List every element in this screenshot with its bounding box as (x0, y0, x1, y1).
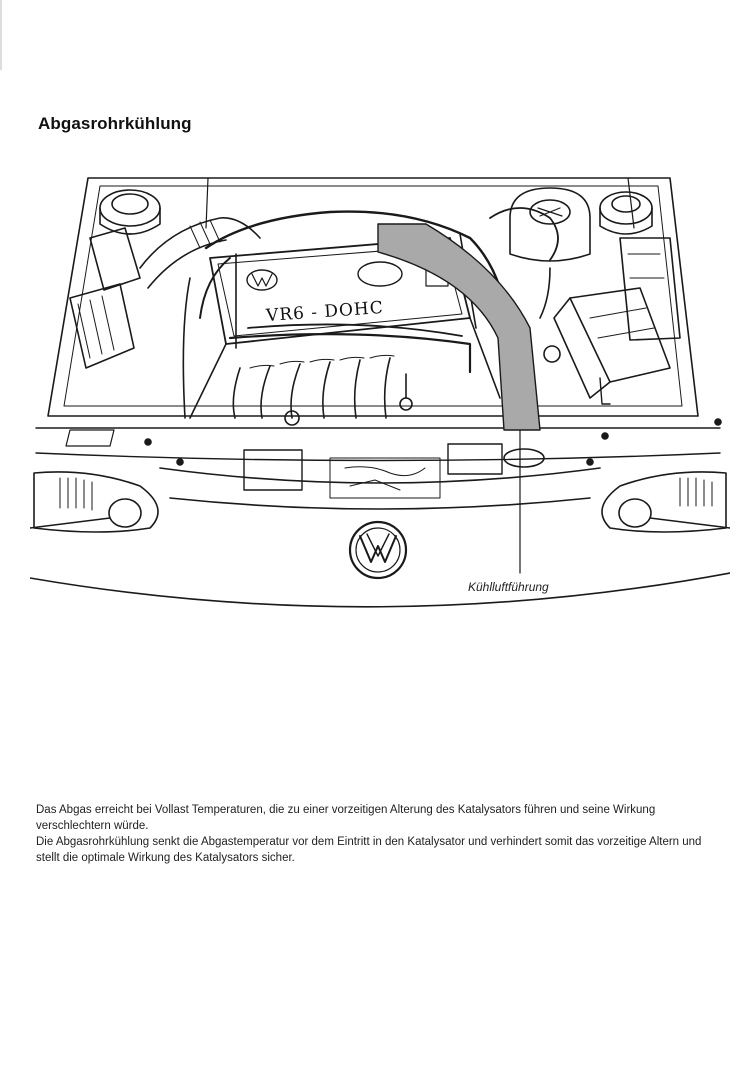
left-strut-top (100, 190, 160, 234)
grille-top (160, 468, 600, 483)
page-title: Abgasrohrkühlung (38, 114, 192, 133)
paragraph: Das Abgas erreicht bei Vollast Temperaturen, die zu einer vorzeitigen Alterung des Katalysators führen und seine Wirkung verschlechtern würde. (36, 804, 656, 832)
body-text (36, 802, 726, 866)
right-headlight (602, 472, 726, 532)
page-edge-mark (0, 0, 2, 70)
paragraph: Die Abgasrohrkühlung senkt die Abgastemperatur vor dem Eintritt in den Katalysator und verhindert somit das vorzeitige Altern und stellt die optimale Wirkung des Katalysators sicher. (36, 836, 702, 864)
vw-logo (350, 522, 406, 578)
battery (544, 288, 670, 404)
left-headlight (34, 472, 158, 532)
right-strut-top (600, 192, 652, 234)
callout-label: Kühlluftführung (468, 580, 549, 594)
engine-bay-illustration (30, 168, 730, 628)
engine-cover-text: VR6 - DOHC (265, 297, 385, 327)
